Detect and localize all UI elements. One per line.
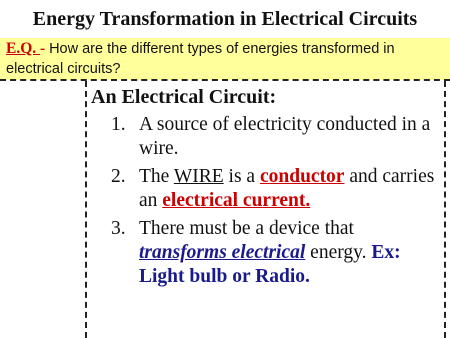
list-number-3: 3. [111, 218, 126, 239]
essential-question-box [0, 38, 450, 80]
dashed-divider-horizontal [0, 79, 450, 81]
dashed-divider-left [85, 81, 87, 338]
list-item-1 [91, 113, 445, 161]
item-2-text-b: is a [223, 166, 260, 187]
wire-term: WIRE [173, 166, 224, 187]
item-2-text-c: and carries an [139, 166, 435, 211]
list-item-3 [91, 217, 445, 289]
eq-text: How are the different types of energies transformed in electrical circuits? [6, 41, 395, 77]
item-3-text-a: There must be a device that [139, 218, 354, 239]
item-3-text-b: energy. [305, 242, 372, 263]
list-item-2 [91, 165, 445, 213]
electrical-current-term: electrical current. [162, 190, 311, 211]
list-number-2: 2. [111, 166, 126, 187]
item-2-text-a: The [139, 166, 174, 187]
list-item-1-text: A source of electricity conducted in a wire. [139, 114, 431, 159]
transforms-term: transforms electrical [139, 242, 306, 263]
example-text: Ex: Light bulb or Radio. [139, 242, 401, 287]
eq-label: E.Q. [6, 40, 41, 57]
conductor-term: conductor [259, 166, 345, 187]
slide-title: Energy Transformation in Electrical Circuits [32, 8, 418, 30]
section-heading: An Electrical Circuit: [91, 86, 277, 108]
list-number-1: 1. [111, 114, 126, 135]
circuit-list [91, 113, 445, 289]
circuit-section [91, 84, 445, 293]
eq-dash: - [40, 40, 50, 57]
